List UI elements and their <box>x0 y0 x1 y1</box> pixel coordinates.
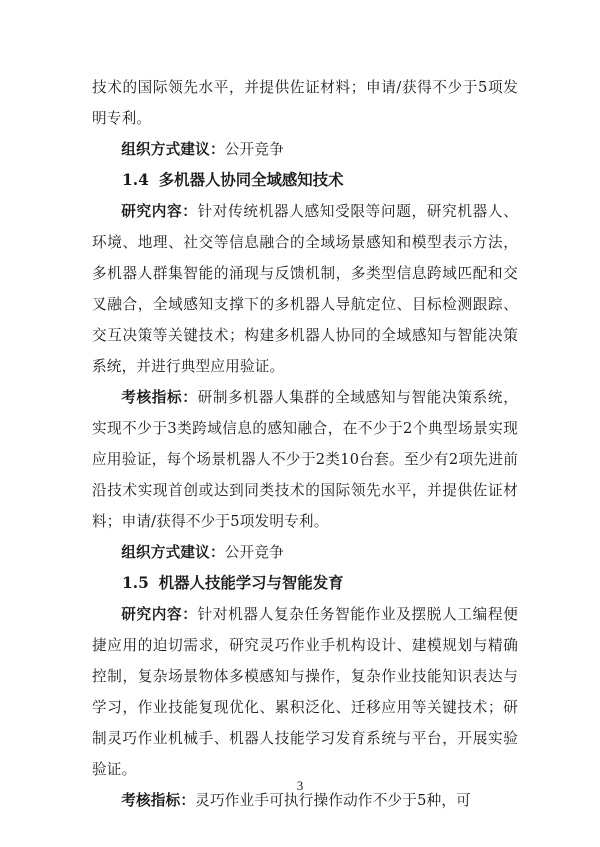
org-suggestion-paragraph <box>92 134 518 165</box>
org-suggestion-label: 组织方式建议： <box>121 141 225 158</box>
section-heading-1-5 <box>92 568 518 599</box>
assessment-label: 考核指标： <box>121 389 198 406</box>
section-number: 1.4 <box>122 171 149 189</box>
assessment-text: 灵巧作业手可执行操作动作不少于5种，可 <box>195 792 471 809</box>
assessment-paragraph <box>92 382 518 537</box>
document-body <box>92 72 518 816</box>
research-content-label: 研究内容： <box>121 606 198 623</box>
org-suggestion-label: 组织方式建议： <box>121 544 225 561</box>
assessment-text: 研制多机器人集群的全域感知与智能决策系统，实现不少于3类跨域信息的感知融合，在不少于2个典型场景实现应用验证，每个场景机器人不少于2类10台套。至少有2项先进前沿技术实现首创或达到同类技术的国际领先水平，并提供佐证材料；申请/获得不少于5项发明专利。 <box>92 389 518 530</box>
org-suggestion-paragraph <box>92 537 518 568</box>
continuation-paragraph <box>92 72 518 134</box>
assessment-label: 考核指标： <box>121 792 196 809</box>
section-heading-1-4 <box>92 165 518 196</box>
research-content-text: 针对机器人复杂任务智能作业及摆脱人工编程便捷应用的迫切需求，研究灵巧作业手机构设计、建模规划与精确控制，复杂场景物体多模感知与操作，复杂作业技能知识表达与学习，作业技能复现优化、累积泛化、迁移应用等关键技术；研制灵巧作业机械手、机器人技能学习发育系统与平台，开展实验验证。 <box>92 606 518 778</box>
research-content-paragraph <box>92 196 518 382</box>
research-content-paragraph <box>92 599 518 785</box>
org-suggestion-text: 公开竞争 <box>224 141 284 158</box>
research-content-label: 研究内容： <box>121 203 198 220</box>
section-title: 机器人技能学习与智能发育 <box>158 574 344 592</box>
continuation-text: 技术的国际领先水平，并提供佐证材料；申请/获得不少于5项发明专利。 <box>92 79 518 127</box>
section-title: 多机器人协同全域感知技术 <box>158 171 344 189</box>
page-number: 3 <box>296 778 304 793</box>
org-suggestion-text: 公开竞争 <box>224 544 284 561</box>
research-content-text: 针对传统机器人感知受限等问题，研究机器人、环境、地理、社交等信息融合的全域场景感知和模型表示方法，多机器人群集智能的涌现与反馈机制，多类型信息跨域匹配和交叉融合，全域感知支撑下的多机器人导航定位、目标检测跟踪、交互决策等关键技术；构建多机器人协同的全域感知与智能决策系统，并进行典型应用验证。 <box>92 203 518 375</box>
section-number: 1.5 <box>122 574 149 592</box>
